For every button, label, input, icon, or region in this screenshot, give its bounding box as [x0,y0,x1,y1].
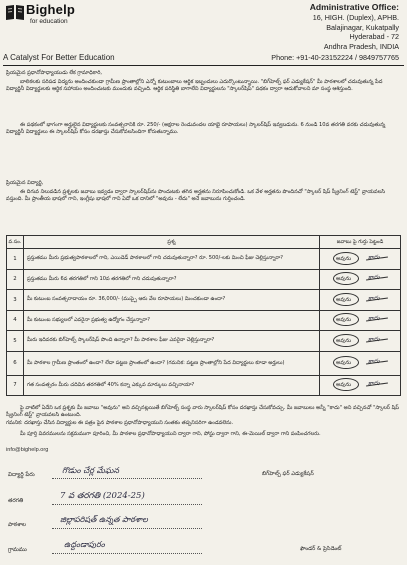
paragraph-result: పై వాటిలో ఏదేని ఒక ప్రశ్నకు మీ జవాబు "అవును" అని వచ్చినట్లయితే బిగ్‌హెల్ప్ సంస్థ వారు స్కాలర్‌షిప్ కోసం దరఖాస్తు చేసుకోవచ్చు. మీ జవాబులు అన్నీ "కాదు" అని వచ్చినచో "స్కాలర్ షిప్ స్క్రీనింగ్ టెస్ట్" వ్రాయవలసి ఉంటుంది. [6,405,399,418]
row-number: 5 [7,331,24,352]
paragraph-note: గమనిక: దరఖాస్తు చేసిన విద్యార్థుల ఈ పత్రం పైన పాఠశాల ప్రధానోపాధ్యాయుని సంతకం తప్పనిసరిగా ఉండవలెను. [6,420,234,426]
answer-cell [320,249,401,270]
contact-email[interactable]: info@bighelp.org [6,447,49,453]
row-question: మీ పాఠశాల గ్రామీణ ప్రాంతంలో ఉందా? లేదా పట్టణ ప్రాంతంలో ఉందా? (గమనిక: పట్టణ ప్రాంతాల్లోని పేద విద్యార్థులు కూడా అర్హులు) [24,351,320,375]
answer-yes[interactable]: అవును [336,382,352,389]
paragraph-intro: బాలికలకు సరిపడ విద్యను అందించకుండా గ్రామీణ ప్రాంతాల్లోని ఎన్నో కుటుంబాలు ఆర్థిక ఇబ్బందులు ఎదుర్కొంటున్నాయి. "బిగ్‌హెల్ప్ ఫర్ ఎడ్యుకేషన్" మీ పాఠశాలలో చదువుతున్న పేద విద్యార్థినీ విద్యార్థులకు ఆర్థిక సహాయం అందించుటకు ముందుకు వచ్చింది. ఆర్థిక పరిస్థితి బాగాలేని విద్యార్థులను "స్కాలర్‌షిప్" పథకం ద్వారా ఆదుకోవాలని మా సంస్థ ఆశిస్తుంది. [6,79,383,92]
answer-yes[interactable]: అవును [336,255,352,262]
row-question: మీ కుటుంబ సంవత్సరాదాయం రూ. 36,000/- (ముప్పై ఆరు వేల రూపాయలు) మించకుండా ఉందా? [24,290,320,311]
brand-name: Bighelp [26,2,76,17]
salutation: ప్రియమైన ప్రధానోపాధ్యాయుడు లేక గ్రామాధికారి, [6,70,103,76]
village-label: గ్రామము [8,547,27,553]
answer-no[interactable]: కాదు [368,274,380,282]
answer-yes[interactable]: అవును [336,296,352,303]
paragraph-submit: మీ పూర్తి వివరములను సక్రమముగా పూరించి, మీ పాఠశాల ప్రధానోపాధ్యాయుని ద్వారా గాని, పోస్టు ద్వారా గాని, ఈ-మెయిల్ ద్వారా గాని పంపించగలరు. [20,431,321,437]
address-line: 16, HIGH. (Duplex), APHB. [312,13,399,22]
paragraph-instructions: ఈ దిగువ నిలువడిన ప్రశ్నలకు జవాబు ఇవ్వడం ద్వారా స్కాలర్‌షిప్‌ను పొందుటకు తగిన అర్హతను నిరూపించుకోండి. ఒక వేళ అర్హతను పొందినచో "స్కాలర్ షిప్ స్క్రీనింగ్ టెస్ట్" వ్రాయవలసి వస్తుంది. మీ ప్రాంతీయ భాషలో గాని, ఇంగ్లీషు భాషలో గాని ఏదో ఒక దానిలో "అవును - లేదు" అనే జవాబును గుర్తించండి. [6,189,386,202]
table-row [7,331,401,352]
name-field[interactable]: గొడుం చేర్ల మేఘన [62,466,120,475]
address-line: Hyderabad - 72 [349,32,399,42]
eligibility-table [6,235,401,396]
table-row [7,269,401,290]
answer-cell [320,375,401,396]
office-address [239,2,399,63]
school-line [52,528,202,529]
answer-no[interactable]: కాదు [368,380,380,388]
row-question: గత సంవత్సరం మీరు చదివిన తరగతిలో 40% కన్నా ఎక్కువ మార్కులు వచ్చినాయా? [24,375,320,396]
row-number: 7 [7,375,24,396]
brand-subtitle: for education [30,18,68,25]
table-row [7,249,401,270]
paragraph-scheme: ఈ పథకంలో భాగంగా అర్హులైన విద్యార్థులకు సంవత్సరానికి రూ. 250/- (అక్షరాల రెండువందల యాభై రూపాయలు) స్కాలర్‌షిప్ ఇవ్వబడును. 6 నుండి 10వ తరగతి వరకు చదువుతున్న విద్యార్థినీ విద్యార్థులు ఈ స్కాలర్‌షిప్‌ కోసం దరఖాస్తు చేసుకోవలసిందిగా కోరుతున్నాము. [6,122,386,135]
row-number: 6 [7,351,24,375]
org-signature-label: బిగ్‌హెల్ప్ ఫర్ ఎడ్యుకేషన్ [262,471,314,477]
col-header-number: వ.సం. [7,236,24,249]
answer-cell [320,310,401,331]
answer-no[interactable]: కాదు [368,315,380,323]
row-number: 4 [7,310,24,331]
class-field[interactable]: 7 వ తరగతి (2024-25) [60,491,145,501]
answer-cell [320,290,401,311]
office-title: Administrative Office: [309,2,399,12]
answer-cell [320,269,401,290]
answer-yes[interactable]: అవును [336,317,352,324]
table-row [7,375,401,396]
row-question: ప్రస్తుతము మీరు 6వ తరగతిలో గాని 10వ తరగతిలో గాని చదువుతున్నారా? [24,269,320,290]
book-icon [5,3,25,21]
row-number: 2 [7,269,24,290]
row-question: మీరు ఇదివరకు బిగ్‌హెల్ప్ స్కాలర్‌షిప్ పొంది ఉన్నారా? మీ పాఠశాల ఫీజు ఎవరైనా చెల్లిస్తున్నారా? [24,331,320,352]
answer-cell [320,331,401,352]
header-divider [3,65,404,66]
name-line [52,478,202,479]
answer-no[interactable]: కాదు [368,294,380,302]
address-line: Balajinagar, Kukatpally [326,22,399,32]
answer-yes[interactable]: అవును [336,337,352,344]
row-question: మీ కుటుంబ సభ్యులలో ఎవరైనా ప్రభుత్వ ఉద్యోగం చేస్తున్నారా? [24,310,320,331]
answer-yes[interactable]: అవును [336,360,352,366]
row-number: 3 [7,290,24,311]
answer-yes[interactable]: అవును [336,276,352,283]
village-line [52,553,202,554]
class-line [52,504,202,505]
answer-cell [320,351,401,375]
name-label: విద్యార్థి పేరు [8,472,35,478]
school-label: పాఠశాల [8,522,26,528]
salutation-student: ప్రియమైన విద్యార్థి, [6,180,44,186]
founder-signature-label: ఫౌండర్ & ప్రెసిడెంట్ [300,546,342,552]
school-field[interactable]: జిల్లాపరిషత్ ఉన్నత పాఠశాల [60,515,148,524]
row-question: ప్రస్తుతము మీరు ప్రభుత్వపాఠశాలలో గాని, ఎయిడెడ్ పాఠశాలలో గాని చదువుతున్నారా? రూ. 500/-లకు మించి ఫీజు చెల్లిస్తున్నారా? [24,249,320,270]
row-number: 1 [7,249,24,270]
table-row [7,310,401,331]
class-label: తరగతి [8,498,24,504]
answer-no[interactable]: కాదు [368,358,380,365]
answer-no[interactable]: కాదు [368,335,380,343]
address-line: Andhra Pradesh, INDIA [323,41,399,51]
table-row [7,351,401,375]
table-row [7,290,401,311]
answer-no[interactable]: కాదు [368,253,380,261]
tagline: A Catalyst For Better Education [3,53,115,62]
phone-numbers: Phone: +91-40-23152224 / 9849757765 [271,53,399,63]
col-header-answer: జవాబు పై గుర్తు పెట్టండి [320,236,401,249]
col-header-question: ప్రశ్న [24,236,320,249]
village-field[interactable]: ఉద్దండాపురం [64,540,105,549]
